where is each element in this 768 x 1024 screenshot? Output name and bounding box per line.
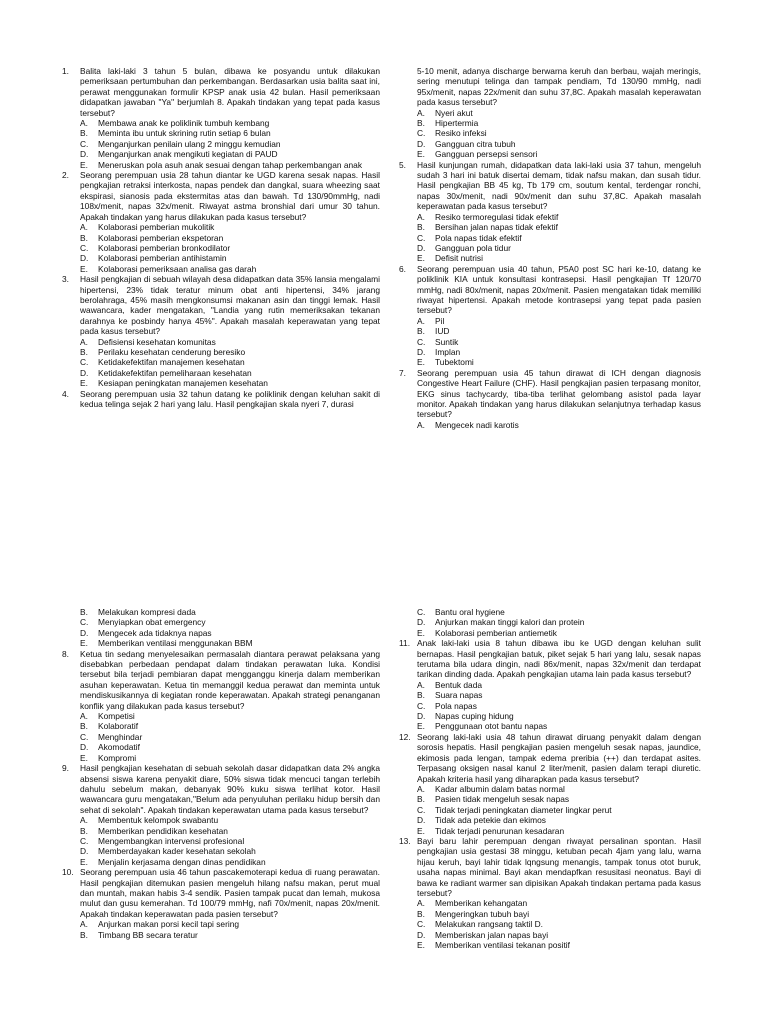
answer-option <box>62 826 380 836</box>
option-letter: D. <box>417 815 426 826</box>
question-number: 7. <box>399 367 406 378</box>
question-text: Balita laki-laki 3 tahun 5 bulan, dibawa ke posyandu untuk dilakukan pemeriksaan pertumbuhan dan perkembangan. Berdasarkan usia balita saat ini, perawat menggunakan formulir KPSP anak usia 42 bulan. Hasil pemeriksaan didapatkan jawaban "Ya" berjumlah 8. Apakah tindakan yang tepat pada kasus tersebut? <box>80 66 380 118</box>
option-text: Memberiskan jalan napas bayi <box>435 929 549 940</box>
option-text: Mengecek nadi karotis <box>435 419 519 430</box>
option-text: Hipertermia <box>435 118 479 129</box>
option-letter: D. <box>417 711 426 722</box>
option-letter: E. <box>417 253 425 264</box>
option-text: Anjurkan makan tinggi kalori dan protein <box>435 617 585 628</box>
option-text: Kolaboratif <box>98 721 139 732</box>
question-text: Hasil kunjungan rumah, didapatkan data laki-laki usia 37 tahun, mengeluh sudah 3 hari ini batuk disertai demam, tidak nafsu makan, dan susah tidur. Hasil pengkajian BB 45 kg, Tb 179 cm, soutum kental, terdengar ronchi, napas 30x/menit, nadi 90x/menit dan suhu 37,8C. Apakah masalah keperawatan pada kasus tersebut? <box>417 159 701 212</box>
question-number: 11. <box>399 638 411 649</box>
question-text: Bayi baru lahir perempuan dengan riwayat persalinan spontan. Hasil pengkajian usia gestasi 38 minggu, ketuban pecah 4jam yang lalu, warna hijau keruh, bayi lahir tidak lqngsung menangis, tampak tonus otot buruk, usaha napas minimal. Bayi akan mendapfkan resusitasi neonatus. Bayi di bawa ke radiant warmer san dipisikan Apakah tindakan pertama pada kasus tersebut? <box>417 835 701 898</box>
question-number: 2. <box>62 170 69 181</box>
option-text: Bantu oral hygiene <box>435 607 505 617</box>
option-letter: A. <box>80 222 88 233</box>
option-text: Membentuk kelompok swabantu <box>98 815 219 826</box>
option-text: Mengembangkan intervensi profesional <box>98 835 245 846</box>
option-letter: A. <box>80 919 88 930</box>
option-text: Meminta ibu untuk skrining rutin setiap 6 bulan <box>98 128 271 139</box>
option-letter: E. <box>417 357 425 368</box>
option-letter: A. <box>80 336 88 347</box>
question-text: Ketua tin sedang menyelesaikan permasalah diantara perawat pelaksana yang disebabkan perbedaan pendapat dalam tindakan perawatan luka. Kondisi tersebut bila terjadi pembiaran dapat mengganggu kinerja dalam memberikan asuhan keperawatan. Ketua tin memanggil kedua perawat dan meminta untuk mendiskusikannya di kegiatan ronde keperawatan. Apakah strategi penanganan konflik yang dilakukan pada kasus tersebut? <box>80 648 380 711</box>
option-text: Napas cuping hidung <box>435 711 514 722</box>
option-text: Implan <box>435 346 461 357</box>
option-text: Meneruskan pola asuh anak sesuai dengan tahap perkembangan anak <box>98 159 363 170</box>
option-text: Memberdayakan kader kesehatan sekolah <box>98 846 256 857</box>
option-letter: D. <box>417 138 426 149</box>
answer-option <box>62 160 380 170</box>
question-number: 5. <box>399 159 406 170</box>
option-letter: E. <box>80 263 88 274</box>
option-letter: E. <box>80 378 88 389</box>
option-text: Ketidakefektifan manajemen kesehatan <box>98 357 245 368</box>
option-letter: C. <box>80 731 89 742</box>
answer-option <box>399 108 701 118</box>
option-letter: C. <box>80 357 89 368</box>
option-letter: E. <box>417 825 425 836</box>
option-text: Pasien tidak mengeluh sesak napas <box>435 794 570 805</box>
answer-option <box>399 139 701 149</box>
question-item <box>62 170 380 222</box>
question-text: Seorang perempuan usia 40 tahun, P5A0 post SC hari ke-10, datang ke poliklinik KIA untuk konsultasi kontrasepsi. Hasil pengkajian Tf 120/70 mmHg, nadi 80x/menit, napas 20x/menit. Pasien mengatakan tidak memiliki riwayat hipertensi. Apakah metode kontrasepsi yang tepat pada pasien tersebut? <box>417 263 701 316</box>
answer-option <box>399 826 701 836</box>
option-letter: D. <box>417 617 426 628</box>
option-letter: E. <box>80 856 88 867</box>
answer-option <box>399 233 701 243</box>
answer-option <box>62 118 380 128</box>
answer-option <box>62 721 380 731</box>
answer-option <box>62 337 380 347</box>
option-letter: D. <box>80 742 89 753</box>
option-letter: C. <box>417 700 426 711</box>
option-letter: A. <box>80 118 88 129</box>
option-letter: B. <box>417 690 425 701</box>
question-number: 13. <box>399 835 411 846</box>
answer-option <box>62 128 380 138</box>
question-item <box>399 160 701 212</box>
question-number: 12. <box>399 731 411 742</box>
question-list <box>62 649 380 940</box>
option-letter: B. <box>80 929 88 940</box>
option-letter: E. <box>417 940 425 950</box>
option-letter: B. <box>417 222 425 233</box>
option-text: Menyiapkan obat emergency <box>98 617 206 628</box>
answer-option <box>62 243 380 253</box>
answer-option <box>62 357 380 367</box>
answer-option <box>62 638 380 648</box>
option-text: Tidak terjadi peningkatan diameter lingkar perut <box>435 804 612 815</box>
answer-option <box>399 357 701 367</box>
option-text: Menganjurkan penilain ulang 2 minggu kemudian <box>98 138 281 149</box>
answer-option <box>62 139 380 149</box>
option-letter: A. <box>80 815 88 826</box>
question-list <box>62 66 380 409</box>
option-text: Kolaborasi pemeriksaan analisa gas darah <box>98 263 257 274</box>
answer-option <box>399 628 701 638</box>
page1-right-column <box>399 66 701 430</box>
option-letter: D. <box>80 253 89 264</box>
option-letter: A. <box>417 679 425 690</box>
answer-option <box>62 368 380 378</box>
option-letter: D. <box>417 242 426 253</box>
question-number: 3. <box>62 274 69 285</box>
answer-option <box>62 836 380 846</box>
option-text: Resiko infeksi <box>435 128 487 139</box>
option-letter: B. <box>417 794 425 805</box>
answer-option <box>62 732 380 742</box>
option-text: Akomodatif <box>98 742 140 753</box>
option-letter: B. <box>80 232 88 243</box>
question-list <box>399 160 701 431</box>
answer-option <box>399 222 701 232</box>
option-text: Bentuk dada <box>435 679 483 690</box>
question-number: 10. <box>62 867 74 878</box>
answer-option <box>62 628 380 638</box>
option-text: Pola napas <box>435 700 477 711</box>
question-item <box>399 638 701 680</box>
option-text: Kesiapan peningkatan manajemen kesehatan <box>98 378 268 389</box>
answer-option <box>399 617 701 627</box>
option-letter: C. <box>417 232 426 243</box>
option-letter: A. <box>417 315 425 326</box>
answer-option <box>399 420 701 430</box>
option-letter: E. <box>80 752 88 763</box>
answer-option <box>62 919 380 929</box>
option-letter: D. <box>417 346 426 357</box>
option-text: Bersihan jalan napas tidak efektif <box>435 222 558 233</box>
question-item <box>62 763 380 815</box>
question-item <box>62 389 380 410</box>
answer-option <box>62 857 380 867</box>
option-text: Ketidakefektifan pemeliharaan kesehatan <box>98 367 252 378</box>
question-item <box>62 66 380 118</box>
answer-option <box>399 940 701 950</box>
answer-option <box>399 815 701 825</box>
question-number: 8. <box>62 648 69 659</box>
option-text: Suntik <box>435 336 459 347</box>
answer-option <box>62 711 380 721</box>
option-text: Nyeri akut <box>435 107 473 118</box>
option-letter: B. <box>417 326 425 337</box>
option-text: Suara napas <box>435 690 483 701</box>
answer-option <box>62 378 380 388</box>
option-text: Melakukan rangsang taktil D. <box>435 919 543 930</box>
option-text: Memberikan kehangatan <box>435 898 528 909</box>
option-text: Gangguan citra tubuh <box>435 138 516 149</box>
option-text: Tidak ada petekie dan ekimos <box>435 815 546 826</box>
answer-option <box>399 690 701 700</box>
answer-option <box>62 930 380 940</box>
option-letter: A. <box>417 211 425 222</box>
option-letter: E. <box>417 721 425 732</box>
option-text: Kolaborasi pemberian mukolitik <box>98 222 215 233</box>
answer-option <box>399 701 701 711</box>
option-text: Menjalin kerjasama dengan dinas pendidikan <box>98 856 266 867</box>
question-text: Seorang perempuan usia 28 tahun diantar ke UGD karena sesak napas. Hasil pengkajian retraksi interkosta, napas pendek dan dangkal, suara wheezing saat ekspirasi, sianosis pada ekstermitas atas dan bawah. Td 130/90mmHg, nadi 108x/menit, napas 32x/menit. Riwayat astma bronshial dari umur 30 tahun. Apakah tindakan yang harus dilakukan pada kasus tersebut? <box>80 170 380 222</box>
answer-option <box>399 794 701 804</box>
option-letter: C. <box>417 336 426 347</box>
option-text: Kompetisi <box>98 711 135 722</box>
answer-option <box>399 919 701 929</box>
option-letter: C. <box>417 607 426 617</box>
question-item <box>399 264 701 316</box>
question-text: Seorang perempuan usia 45 tahun dirawat di ICH dengan diagnosis Congestive Heart Failure (CHF). Hasil pengkajian pasien terpasang monitor, EKG sinus tachycardy, tiba-tiba terlihat gelombang asistol pada layar monitor. Apakah tindakan yang harus dilakukan selanjutnya terhadap kasus tersebut? <box>417 367 701 420</box>
option-letter: C. <box>80 617 89 628</box>
question-item <box>399 836 701 898</box>
option-text: Kolaborasi pemberian antiemetik <box>435 627 557 638</box>
answer-option <box>399 243 701 253</box>
page2-left-column <box>62 607 380 940</box>
option-letter: B. <box>417 908 425 919</box>
option-text: Melakukan kompresi dada <box>98 607 196 617</box>
answer-option <box>399 118 701 128</box>
answer-option <box>399 930 701 940</box>
option-letter: C. <box>417 128 426 139</box>
option-text: Gangguan persepsi sensori <box>435 149 538 160</box>
option-text: Perilaku kesehatan cenderung beresiko <box>98 346 246 357</box>
answer-option <box>62 846 380 856</box>
answer-option <box>62 149 380 159</box>
option-letter: B. <box>417 118 425 129</box>
option-letter: B. <box>80 607 88 617</box>
answer-option <box>399 149 701 159</box>
option-text: Anjurkan makan porsi kecil tapi sering <box>98 919 240 930</box>
page1-left-column <box>62 66 380 409</box>
question-item <box>62 274 380 336</box>
answer-option <box>399 607 701 617</box>
option-text: Resiko termoregulasi tidak efektif <box>435 211 559 222</box>
question-number: 9. <box>62 763 69 774</box>
question-list <box>399 638 701 950</box>
option-letter: A. <box>417 419 425 430</box>
option-text: Timbang BB secara teratur <box>98 929 198 940</box>
option-letter: C. <box>80 138 89 149</box>
option-text: Kolaborasi pemberian bronkodilator <box>98 242 231 253</box>
option-text: IUD <box>435 326 450 337</box>
answer-option <box>399 898 701 908</box>
option-letter: B. <box>80 128 88 139</box>
answer-option <box>62 742 380 752</box>
answer-option <box>399 784 701 794</box>
question-item <box>399 368 701 420</box>
answer-option <box>62 222 380 232</box>
option-letter: A. <box>417 898 425 909</box>
answer-option <box>399 212 701 222</box>
option-text: Defisit nutrisi <box>435 253 483 264</box>
answer-option <box>399 326 701 336</box>
option-letter: E. <box>417 627 425 638</box>
option-letter: B. <box>80 825 88 836</box>
question-text: Hasil pengkajian di sebuah wilayah desa didapatkan data 35% lansia mengalami hipertensi, 23% tidak teratur minum obat anti hipertensi, 34% jarang berolahraga, 45% masih mengkonsumsi makanan asin dan tinggi lemak. Hasil wawancara, kader mengatakan, "Landia yang rutin memeriksakan tekanan darahnya ke posbindy hanya 45%". Apakah masalah keperawatan yang tepat pada kasus tersebut? <box>80 274 380 337</box>
option-letter: D. <box>80 367 89 378</box>
question-item <box>62 649 380 711</box>
answer-option <box>62 815 380 825</box>
option-text: Mengeringkan tubuh bayi <box>435 908 530 919</box>
option-text: Tidak terjadi penurunan kesadaran <box>435 825 565 836</box>
option-letter: D. <box>80 627 89 638</box>
question-item <box>62 867 380 919</box>
option-text: Kolaborasi pemberian antihistamin <box>98 253 227 264</box>
option-text: Mengecek ada tidaknya napas <box>98 627 212 638</box>
answer-option <box>62 264 380 274</box>
option-letter: A. <box>80 711 88 722</box>
question-item <box>399 732 701 784</box>
continuation-options <box>399 607 701 638</box>
option-letter: D. <box>80 846 89 857</box>
answer-option <box>62 617 380 627</box>
option-text: Memberikan ventilasi tekanan positif <box>435 940 570 950</box>
option-text: Gangguan pola tidur <box>435 242 511 253</box>
option-letter: B. <box>80 346 88 357</box>
answer-option <box>399 711 701 721</box>
answer-option <box>62 347 380 357</box>
answer-option <box>399 253 701 263</box>
question-text: Hasil pengkajian kesehatan di sebuah sekolah dasar didapatkan data 2% angka absensi siswa karena penyakit diare, 50% siswa tidak mencuci tangan terlebih dahulu sebelum makan, debanyak 90% kuku siswa terlihat kotor. Hasil wawancara guru mengatakan,"Belum ada penyuluhan perilaku hidup bersih dan sehat di sekolah". Apakah tindakan keperawatan utama pada kasus tersebut? <box>80 763 380 815</box>
page2-right-column <box>399 607 701 950</box>
option-text: Defisiensi kesehatan komunitas <box>98 336 216 347</box>
answer-option <box>62 233 380 243</box>
option-text: Kolaborasi pemberian ekspetoran <box>98 232 224 243</box>
question-text: Anak laki-laki usia 8 tahun dibawa ibu ke UGD dengan keluhan sulit bernapas. Hasil pengkajian batuk, piket sejak 5 hari yang lalu, sesak napas terutama bila udara dingin, nadi 86x/menit, napas 32x/menit dan terdapat tarikan dinding dada. Apakah pengkajian utama lain pada kasus tersebut? <box>417 638 701 680</box>
option-text: Kadar albumin dalam batas normal <box>435 783 565 794</box>
answer-option <box>399 316 701 326</box>
answer-option <box>62 253 380 263</box>
option-letter: D. <box>417 929 426 940</box>
answer-option <box>399 128 701 138</box>
answer-option <box>62 607 380 617</box>
continuation-options <box>62 607 380 649</box>
question-text: Seorang perempuan usia 32 tahun datang ke poliklinik dengan keluhan sakit di kedua telinga sejak 2 hari yang lalu. Hasil pengkajian skala nyeri 7, durasi <box>80 388 380 409</box>
answer-option <box>399 680 701 690</box>
option-letter: E. <box>80 638 88 649</box>
option-text: Menganjurkan anak mengikuti kegiatan di PAUD <box>98 149 278 160</box>
answer-option <box>62 753 380 763</box>
option-letter: D. <box>80 149 89 160</box>
question-text: Seorang perempuan usia 46 tahun pascakemoterapi kedua di ruang perawatan. Hasil pengkajian ditemukan pasien mengeluh hilang nafsu makan, perut mual dan muntah, makan habis 3-4 sendik. Pasien tampak pucat dan lemah, mukosa mulut dan gusu kemerahan. Td 100/79 mmHg, nafi 70x/menit, napas 20x/menit. Apakah tindakan keperawatan pada pasien tersebut? <box>80 867 380 919</box>
question-number: 6. <box>399 263 406 274</box>
option-text: Memberikan ventilasi menggunakan BBM <box>98 638 253 649</box>
option-text: Pola napas tidak efektif <box>435 232 522 243</box>
answer-option <box>399 347 701 357</box>
option-text: Pil <box>435 315 445 326</box>
option-letter: E. <box>417 149 425 160</box>
option-letter: C. <box>417 804 426 815</box>
answer-option <box>399 805 701 815</box>
option-letter: C. <box>80 242 89 253</box>
answer-option <box>399 909 701 919</box>
option-text: Tubektomi <box>435 357 474 368</box>
option-letter: C. <box>417 919 426 930</box>
answer-option <box>399 721 701 731</box>
option-letter: B. <box>80 721 88 732</box>
option-text: Membawa anak ke poliklinik tumbuh kembang <box>98 118 270 129</box>
question-number: 1. <box>62 66 69 76</box>
option-text: Memberikan pendidikan kesehatan <box>98 825 228 836</box>
option-text: Penggunaan otot bantu napas <box>435 721 548 732</box>
question-number: 4. <box>62 388 69 399</box>
question-text: Seorang laki-laki usia 48 tahun dirawat diruang penyakit dalam dengan sorosis hepatis. Hasil pengkajian pasien mengeluh sesak napas, jaundice, ekimosis pada lengan, tampak edema preribia (++) dan terdapat asites. Terpasang oksigen nasal kanul 2 liter/menit, pasien dalam terapi diuretic. Apakah kriteria hasil yang diharapkan pada kasus tersebut? <box>417 731 701 784</box>
answer-option <box>399 337 701 347</box>
option-letter: C. <box>80 835 89 846</box>
option-letter: A. <box>417 107 425 118</box>
question-continuation: 5-10 menit, adanya discharge berwarna keruh dan berbau, wajah meringis, sering menutupi telinga dan tampak pendiam, Td 130/90 mmHg, nadi 95x/menit, napas 22x/menit dan suhu 37,8C. Apakah masalah keperawatan pada kasus tersebut? <box>417 66 701 108</box>
continuation-options <box>399 108 701 160</box>
option-letter: E. <box>80 159 88 170</box>
option-text: Menghindar <box>98 731 143 742</box>
option-text: Kompromi <box>98 752 137 763</box>
option-letter: A. <box>417 783 425 794</box>
